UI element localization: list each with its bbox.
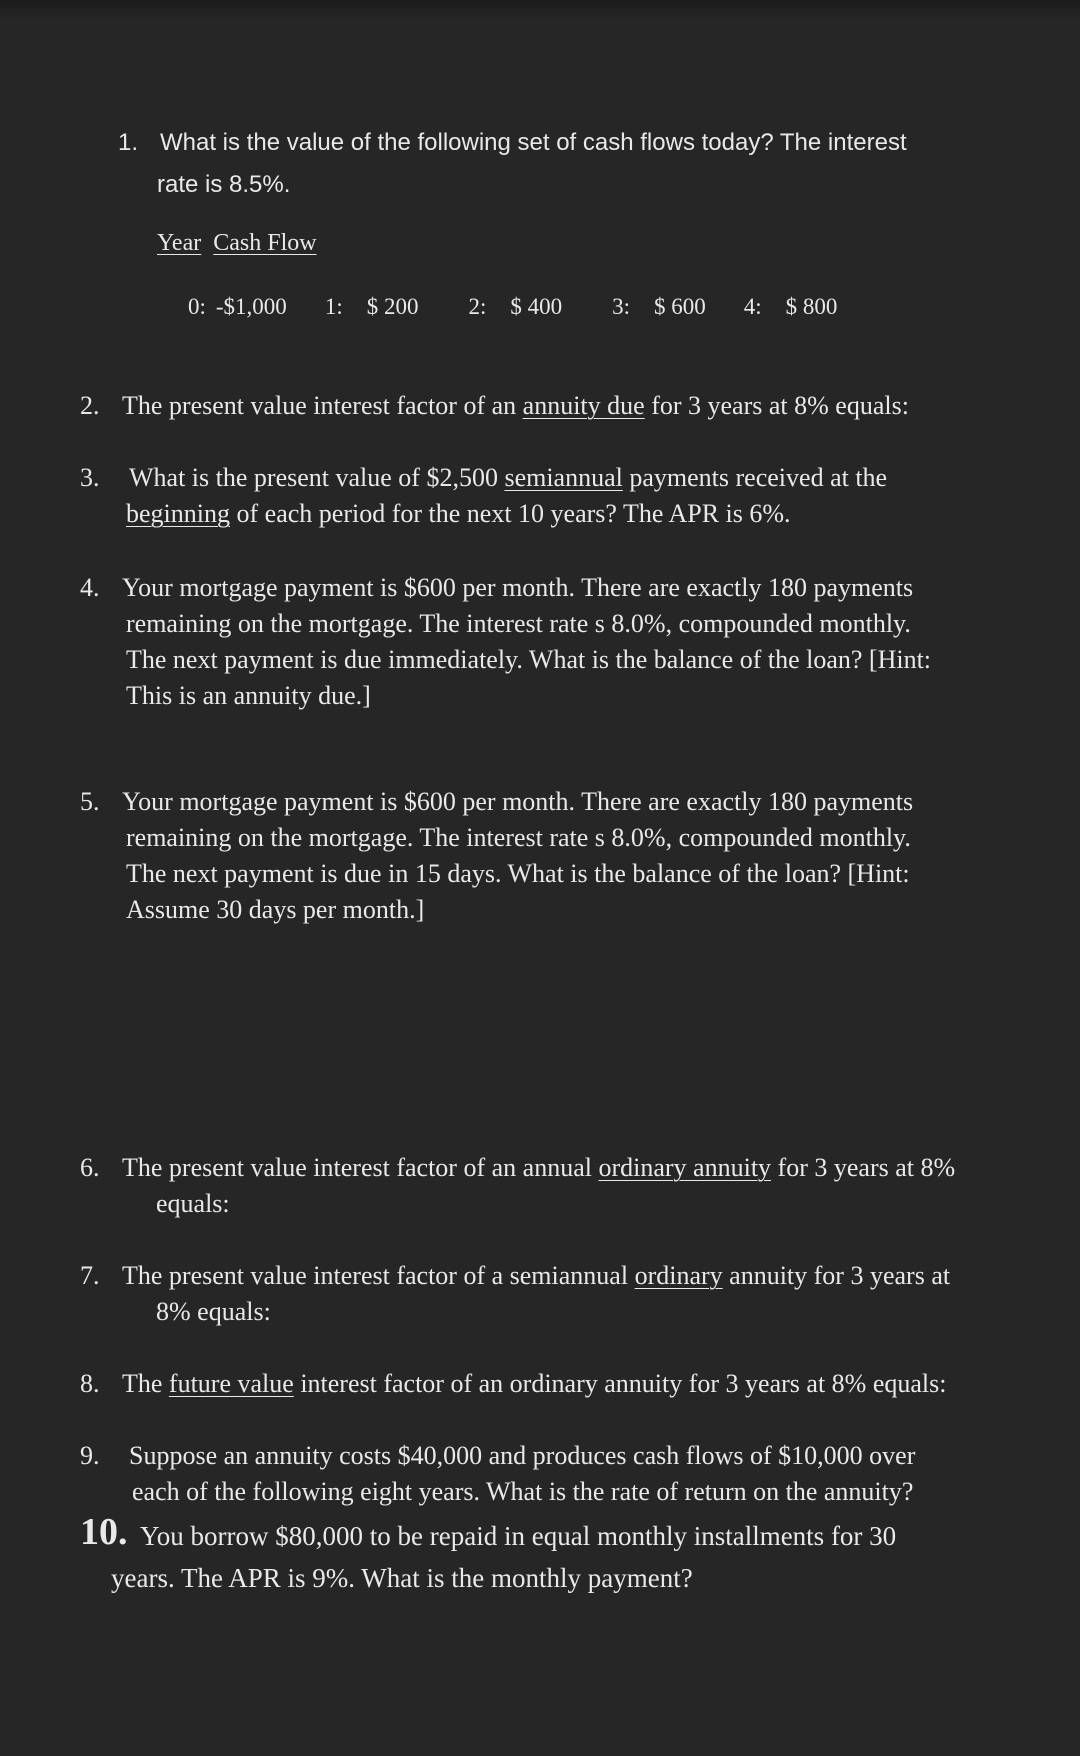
text-segment: The present value interest factor of an — [122, 391, 523, 420]
cash-flow-list — [188, 286, 837, 328]
question-number: 5. — [80, 787, 100, 816]
top-shadow — [0, 0, 1080, 20]
cash-flow-item — [744, 286, 838, 328]
question-text-line-4: This is an annuity due.] — [126, 681, 371, 710]
question-number: 4. — [80, 573, 100, 602]
question-text-line-2 — [126, 496, 791, 532]
underlined-term: future value — [168, 1369, 294, 1398]
question-text-line-2: remaining on the mortgage. The interest rate s 8.0%, compounded monthly. — [126, 609, 911, 638]
question-text-line-1 — [122, 1150, 955, 1186]
question-text-line-1: Your mortgage payment is $600 per month. There are exactly 180 payments — [122, 787, 914, 816]
cash-flow-amount: $ 600 — [653, 294, 706, 319]
question-text-line-2: rate is 8.5%. — [157, 171, 291, 198]
question-text-line-2: equals: — [156, 1189, 230, 1218]
cash-flow-year: 1: — [324, 294, 343, 319]
question-text-line-1 — [122, 1366, 946, 1402]
cash-flow-amount: $ 200 — [366, 294, 419, 319]
cash-flow-item — [325, 286, 419, 328]
question-number: 3. — [80, 463, 100, 492]
question-text-line-1: Your mortgage payment is $600 per month. There are exactly 180 payments — [122, 573, 914, 602]
text-segment: for 3 years at 8% equals: — [644, 391, 909, 420]
cash-flow-year: 4: — [743, 294, 762, 319]
question-number: 10. — [80, 1511, 128, 1553]
underlined-term: ordinary — [634, 1261, 723, 1290]
question-text-line-2: 8% equals: — [156, 1297, 271, 1326]
text-segment: interest factor of an ordinary annuity for 3 years at 8% equals: — [293, 1369, 947, 1398]
cash-flow-table-header — [157, 222, 317, 264]
text-segment: of each period for the next 10 years? The APR is 6%. — [230, 499, 791, 528]
text-segment: What is the present value of $2,500 — [129, 463, 505, 492]
text-segment: The present value interest factor of a semiannual — [122, 1261, 635, 1290]
cash-flow-amount: $ 400 — [510, 294, 563, 319]
question-text-line-1: What is the value of the following set of cash flows today? The interest — [160, 129, 907, 156]
question-number: 9. — [80, 1441, 100, 1470]
underlined-term: beginning — [126, 499, 230, 528]
cash-flow-year: 0: — [188, 294, 206, 319]
question-number: 8. — [80, 1369, 100, 1398]
cash-flow-amount: -$1,000 — [215, 294, 287, 319]
cash-flow-year: 3: — [612, 294, 630, 319]
question-text-line-3: The next payment is due in 15 days. What is the balance of the loan? [Hint: — [126, 859, 910, 888]
question-text-line-1: You borrow $80,000 to be repaid in equal monthly installments for 30 — [140, 1521, 897, 1551]
year-header: Year — [157, 230, 202, 256]
cash-flow-item — [468, 286, 562, 328]
question-text-line-2: each of the following eight years. What is the rate of return on the annuity? — [132, 1477, 914, 1506]
question-number: 6. — [80, 1153, 100, 1182]
underlined-term: annuity due — [522, 391, 645, 420]
question-text-line-1 — [122, 388, 909, 424]
question-text-line-4: Assume 30 days per month.] — [126, 895, 425, 924]
text-segment: The — [122, 1369, 169, 1398]
question-text-line-1 — [129, 460, 887, 496]
text-segment: The present value interest factor of an annual — [122, 1153, 599, 1182]
question-text-line-3: The next payment is due immediately. What is the balance of the loan? [Hint: — [126, 645, 932, 674]
text-segment: for 3 years at 8% — [771, 1153, 956, 1182]
question-number: 7. — [80, 1261, 100, 1290]
text-segment: payments received at the — [622, 463, 888, 492]
question-text-line-2: years. The APR is 9%. What is the monthly payment? — [111, 1563, 693, 1593]
underlined-term: ordinary annuity — [598, 1153, 772, 1182]
question-text-line-1: Suppose an annuity costs $40,000 and produces cash flows of $10,000 over — [129, 1441, 916, 1470]
question-text-line-1 — [122, 1258, 950, 1294]
question-number: 1. — [118, 129, 139, 156]
question-number: 2. — [80, 391, 100, 420]
text-segment: annuity for 3 years at — [722, 1261, 951, 1290]
cash-flow-header: Cash Flow — [213, 230, 317, 256]
cash-flow-year: 2: — [468, 294, 487, 319]
question-text-line-2: remaining on the mortgage. The interest rate s 8.0%, compounded monthly. — [126, 823, 911, 852]
underlined-term: semiannual — [504, 463, 623, 492]
cash-flow-amount: $ 800 — [785, 294, 838, 319]
cash-flow-item — [612, 286, 706, 328]
cash-flow-item — [188, 286, 287, 328]
